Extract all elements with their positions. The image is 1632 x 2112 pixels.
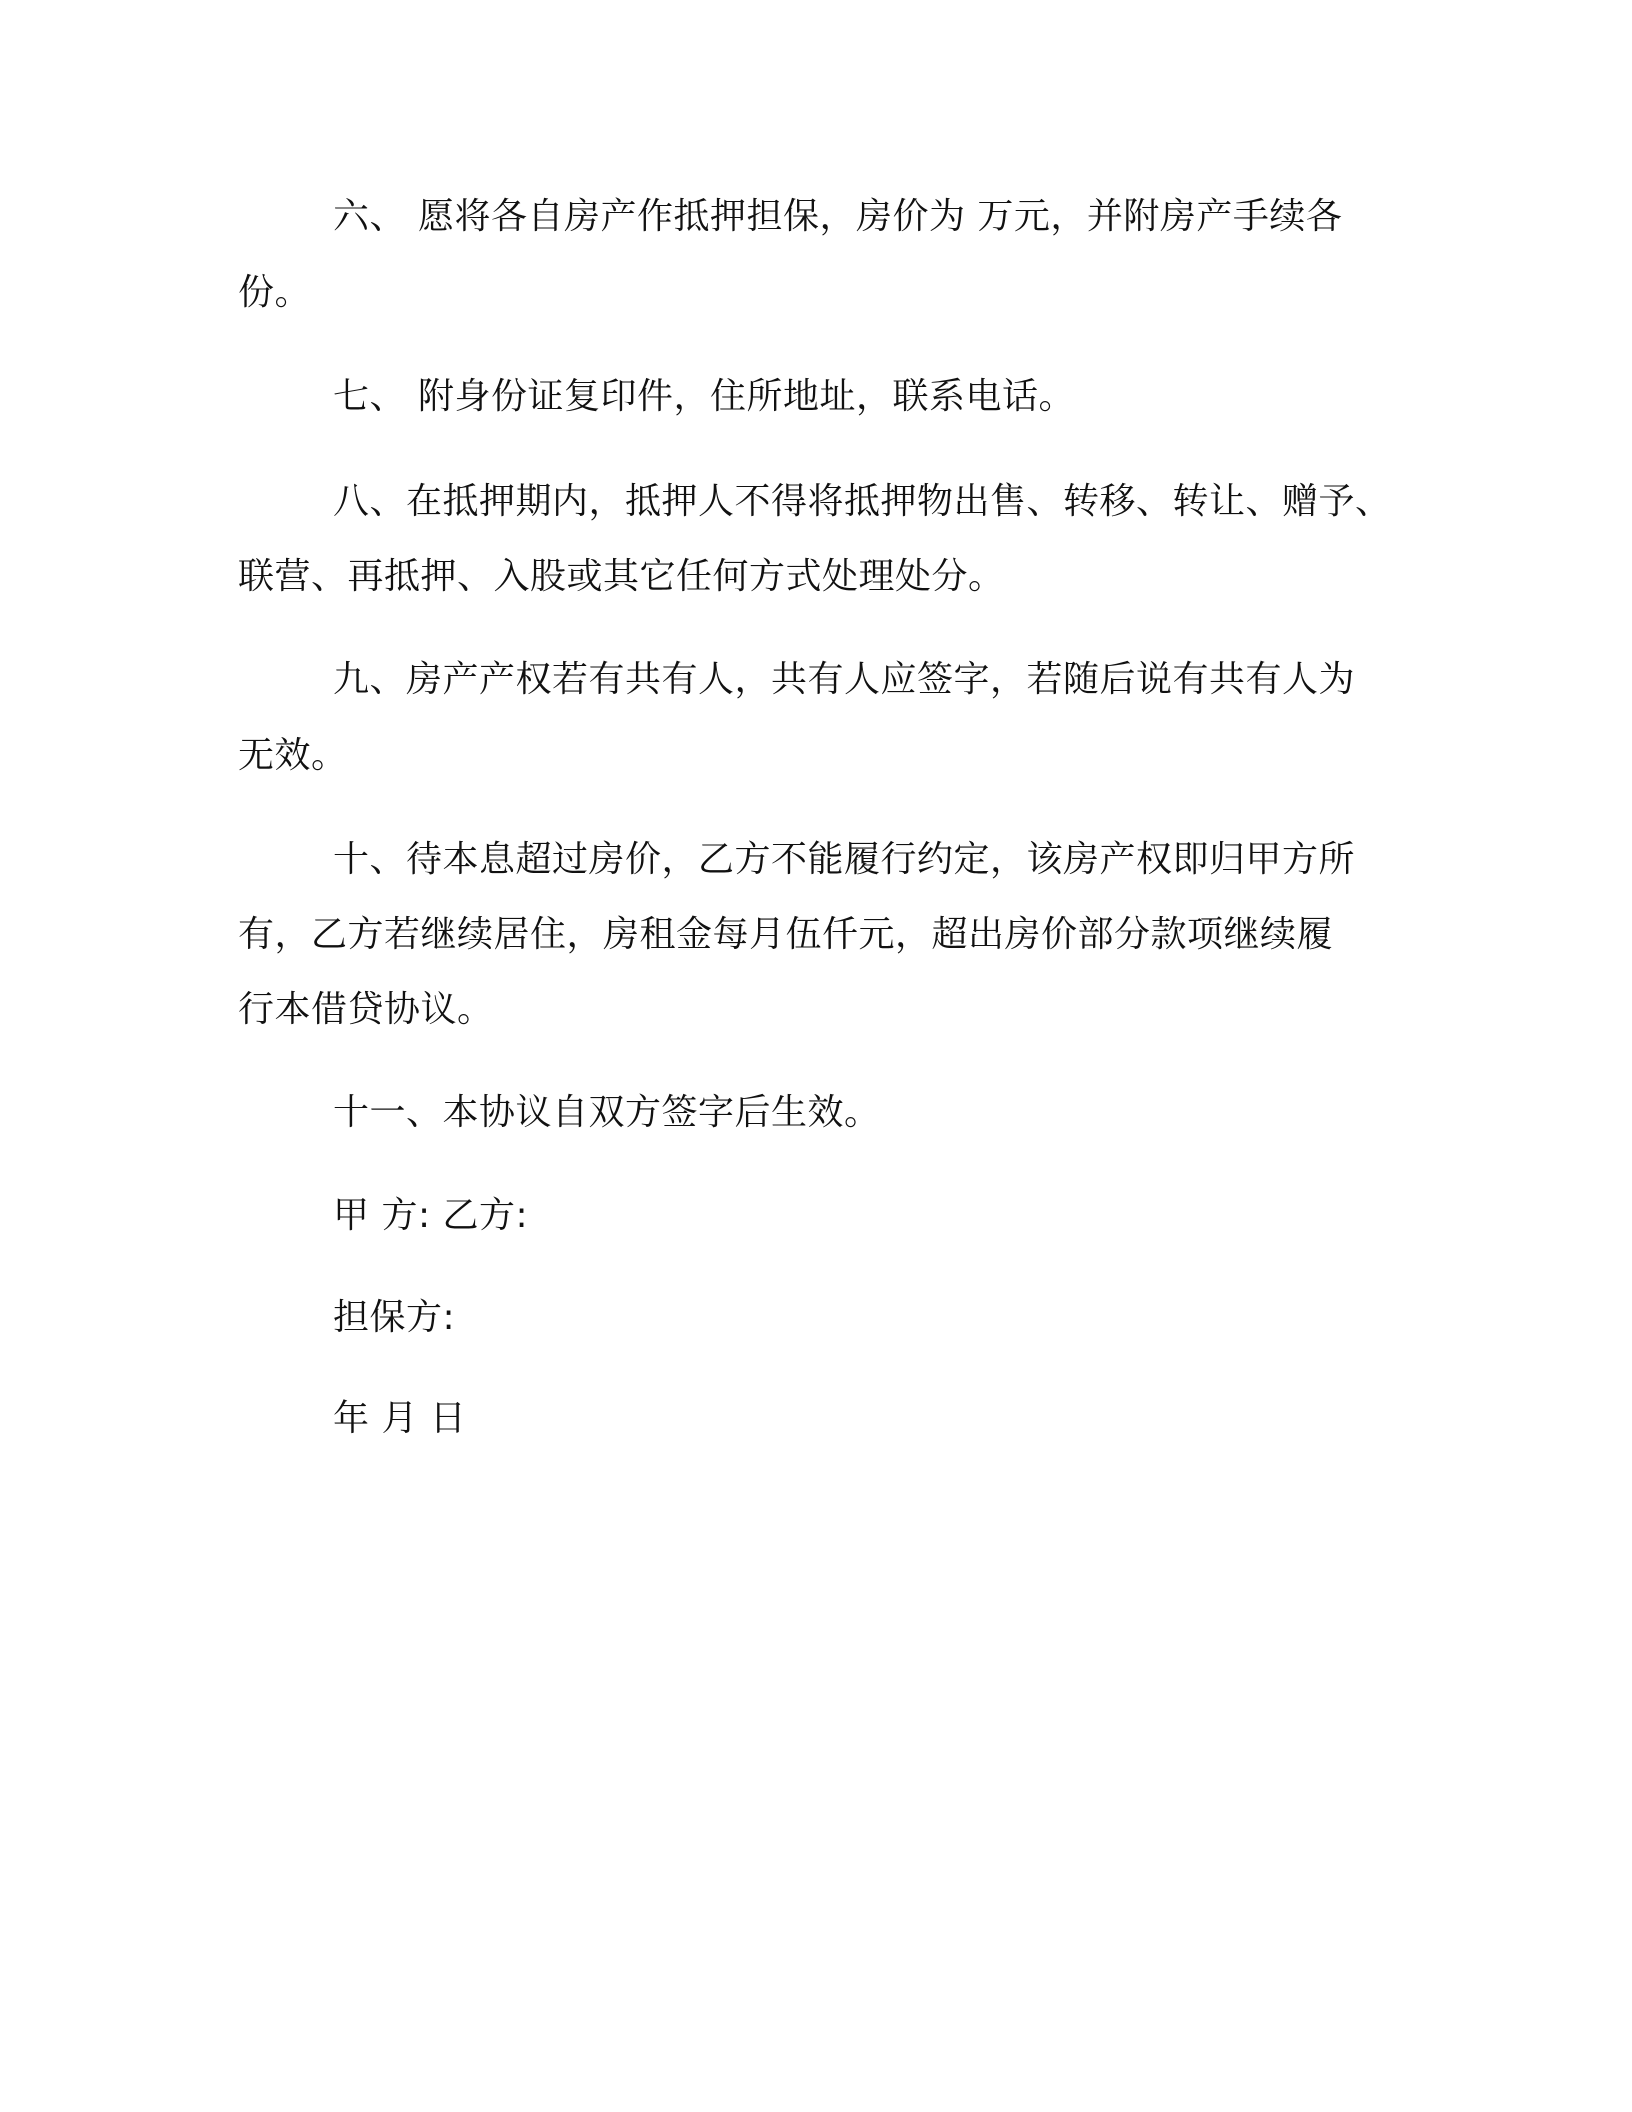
clause-six-line-2: 份。 [238, 272, 312, 313]
clause-eleven-line-1: 十一、本协议自双方签字后生效。 [333, 1092, 881, 1133]
clause-nine-line-1: 九、房产产权若有共有人，共有人应签字，若随后说有共有人为 [333, 659, 1356, 700]
clause-ten-line-1: 十、待本息超过房价，乙方不能履行约定，该房产权即归甲方所 [333, 839, 1356, 880]
clause-eight-line-1: 八、在抵押期内，抵押人不得将抵押物出售、转移、转让、赠予、 [333, 481, 1392, 522]
clause-ten-line-3: 行本借贷协议。 [238, 989, 494, 1030]
clause-seven-line-1: 七、 附身份证复印件，住所地址，联系电话。 [333, 376, 1075, 417]
clause-ten-line-2: 有，乙方若继续居住，房租金每月伍仟元，超出房价部分款项继续履 [238, 914, 1334, 955]
clause-six-line-1: 六、 愿将各自房产作抵押担保，房价为 万元，并附房产手续各 [333, 196, 1343, 237]
clause-eight-line-2: 联营、再抵押、入股或其它任何方式处理处分。 [238, 556, 1005, 597]
signature-date: 年 月 日 [333, 1398, 467, 1439]
signature-parties: 甲 方: 乙方: [333, 1195, 529, 1236]
clause-nine-line-2: 无效。 [238, 735, 348, 776]
signature-guarantor: 担保方: [333, 1297, 456, 1338]
